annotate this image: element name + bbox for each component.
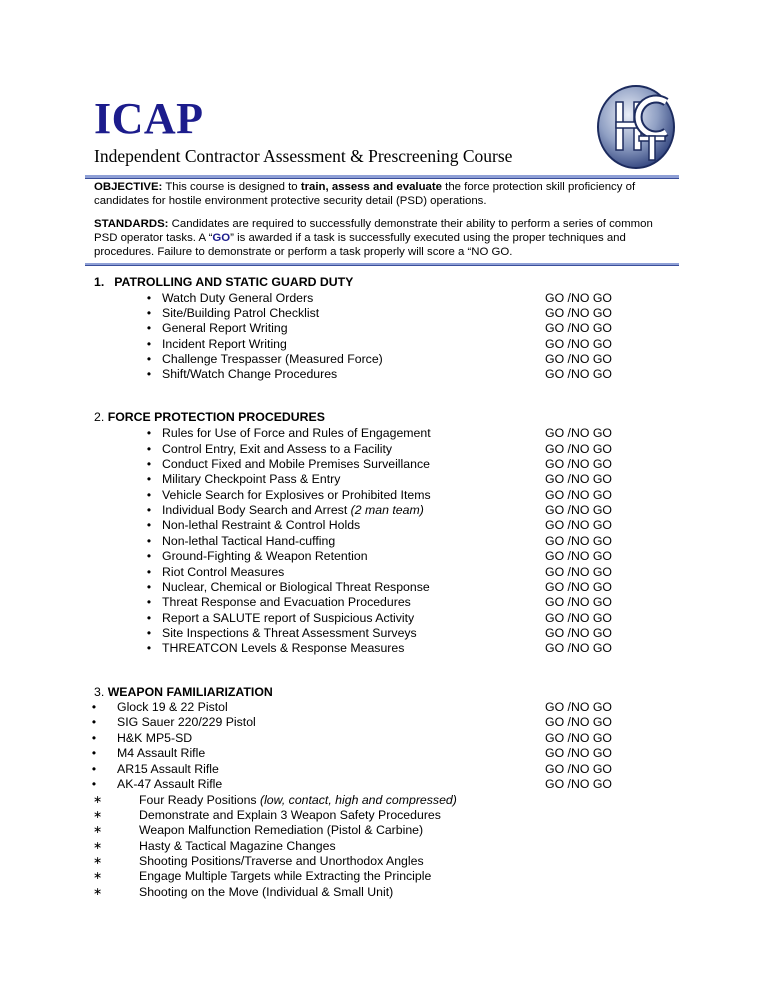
score-label: GO /NO GO <box>545 367 612 381</box>
section-3-number: 3. <box>94 685 105 699</box>
list-item: Shift/Watch Change Procedures <box>162 367 338 381</box>
bullet-icon: • <box>91 746 97 760</box>
bullet-icon: • <box>146 641 152 655</box>
list-item: H&K MP5-SD <box>117 731 193 745</box>
score-label: GO /NO GO <box>545 472 612 486</box>
score-label: GO /NO GO <box>545 641 612 655</box>
list-item: Vehicle Search for Explosives or Prohibited Items <box>162 488 431 502</box>
section-1-number: 1. <box>94 275 105 289</box>
list-item: Incident Report Writing <box>162 337 287 351</box>
sub-list-item: Shooting Positions/Traverse and Unorthodox Angles <box>139 854 424 868</box>
asterisk-bullet-icon: ∗ <box>93 840 103 852</box>
score-label: GO /NO GO <box>545 457 612 471</box>
list-item: AK-47 Assault Rifle <box>117 777 223 791</box>
bullet-icon: • <box>146 626 152 640</box>
page-subtitle: Independent Contractor Assessment & Prescreening Course <box>94 146 513 166</box>
hct-logo-icon <box>596 84 680 170</box>
score-label: GO /NO GO <box>545 611 612 625</box>
list-item: SIG Sauer 220/229 Pistol <box>117 715 256 729</box>
bullet-icon: • <box>146 518 152 532</box>
list-item: Non-lethal Tactical Hand-cuffing <box>162 534 336 548</box>
section-3-heading <box>94 685 273 700</box>
score-label: GO /NO GO <box>545 731 612 745</box>
asterisk-bullet-icon: ∗ <box>93 794 103 806</box>
list-item: Ground-Fighting & Weapon Retention <box>162 549 368 563</box>
score-label: GO /NO GO <box>545 488 612 502</box>
sub-list-item: Weapon Malfunction Remediation (Pistol & Carbine) <box>139 823 424 837</box>
bullet-icon: • <box>146 503 152 517</box>
sub-list-item: Hasty & Tactical Magazine Changes <box>139 839 336 853</box>
score-label: GO /NO GO <box>545 291 612 305</box>
bullet-icon: • <box>146 426 152 440</box>
hct-logo <box>596 84 680 170</box>
bullet-icon: • <box>146 549 152 563</box>
score-label: GO /NO GO <box>545 700 612 714</box>
section-3-title: WEAPON FAMILIARIZATION <box>107 685 273 699</box>
list-item: General Report Writing <box>162 321 288 335</box>
score-label: GO /NO GO <box>545 518 612 532</box>
standards-label: STANDARDS: <box>94 218 169 230</box>
score-label: GO /NO GO <box>545 352 612 366</box>
list-item: Military Checkpoint Pass & Entry <box>162 472 341 486</box>
sub-list-item: Engage Multiple Targets while Extracting the Principle <box>139 869 432 883</box>
asterisk-bullet-icon: ∗ <box>93 855 103 867</box>
list-item: Non-lethal Restraint & Control Holds <box>162 518 361 532</box>
list-item: Watch Duty General Orders <box>162 291 314 305</box>
sub-list-item: Four Ready Positions (low, contact, high and compressed) <box>139 793 457 807</box>
score-label: GO /NO GO <box>545 306 612 320</box>
bullet-icon: • <box>146 321 152 335</box>
objective-label: OBJECTIVE: <box>94 181 163 193</box>
asterisk-bullet-icon: ∗ <box>93 809 103 821</box>
score-label: GO /NO GO <box>545 746 612 760</box>
bullet-icon: • <box>146 291 152 305</box>
objective-paragraph <box>94 180 664 208</box>
standards-text-b: ” is awarded if a task is successfully executed using the proper techniques and procedures. Failure to demonstrate or perform a task properly will score a “NO GO. <box>94 232 626 258</box>
sub-list-item: Shooting on the Move (Individual & Small Unit) <box>139 885 394 899</box>
bullet-icon: • <box>91 731 97 745</box>
asterisk-bullet-icon: ∗ <box>93 824 103 836</box>
list-item: Threat Response and Evacuation Procedures <box>162 595 411 609</box>
score-label: GO /NO GO <box>545 321 612 335</box>
bullet-icon: • <box>146 595 152 609</box>
score-label: GO /NO GO <box>545 534 612 548</box>
list-item: Nuclear, Chemical or Biological Threat Response <box>162 580 430 594</box>
bullet-icon: • <box>91 700 97 714</box>
score-label: GO /NO GO <box>545 595 612 609</box>
list-item: AR15 Assault Rifle <box>117 762 219 776</box>
section-1-title: PATROLLING AND STATIC GUARD DUTY <box>114 275 354 289</box>
standards-text-a: Candidates are required to successfully demonstrate their ability to perform a series of common PSD operator tasks. A “ <box>94 218 653 244</box>
bullet-icon: • <box>146 611 152 625</box>
bullet-icon: • <box>146 442 152 456</box>
objective-text-b: the force protection skill proficiency of candidates for hostile environment protective security detail (PSD) operations. <box>94 181 636 207</box>
objective-text-bold: train, assess and evaluate <box>300 181 443 193</box>
list-item: Site/Building Patrol Checklist <box>162 306 320 320</box>
score-label: GO /NO GO <box>545 626 612 640</box>
score-label: GO /NO GO <box>545 549 612 563</box>
list-item: M4 Assault Rifle <box>117 746 206 760</box>
score-label: GO /NO GO <box>545 777 612 791</box>
score-label: GO /NO GO <box>545 565 612 579</box>
standards-go-word: GO <box>212 232 231 244</box>
bullet-icon: • <box>146 565 152 579</box>
standards-rule <box>85 263 679 266</box>
list-item: Individual Body Search and Arrest (2 man team) <box>162 503 424 517</box>
asterisk-bullet-icon: ∗ <box>93 886 103 898</box>
section-2-heading <box>94 410 325 425</box>
page-title: ICAP <box>94 94 204 143</box>
bullet-icon: • <box>146 457 152 471</box>
list-item: Control Entry, Exit and Assess to a Facility <box>162 442 393 456</box>
score-label: GO /NO GO <box>545 762 612 776</box>
score-label: GO /NO GO <box>545 426 612 440</box>
bullet-icon: • <box>146 534 152 548</box>
score-label: GO /NO GO <box>545 442 612 456</box>
list-item: Conduct Fixed and Mobile Premises Surveillance <box>162 457 430 471</box>
score-label: GO /NO GO <box>545 580 612 594</box>
bullet-icon: • <box>146 306 152 320</box>
score-label: GO /NO GO <box>545 503 612 517</box>
bullet-icon: • <box>146 472 152 486</box>
bullet-icon: • <box>91 777 97 791</box>
list-item: Rules for Use of Force and Rules of Engagement <box>162 426 431 440</box>
section-2-title: FORCE PROTECTION PROCEDURES <box>107 410 325 424</box>
section-2-number: 2. <box>94 410 105 424</box>
list-item: Report a SALUTE report of Suspicious Activity <box>162 611 415 625</box>
sub-list-item: Demonstrate and Explain 3 Weapon Safety Procedures <box>139 808 441 822</box>
bullet-icon: • <box>146 352 152 366</box>
standards-paragraph <box>94 217 664 259</box>
bullet-icon: • <box>146 337 152 351</box>
list-item: Glock 19 & 22 Pistol <box>117 700 228 714</box>
score-label: GO /NO GO <box>545 715 612 729</box>
list-item: THREATCON Levels & Response Measures <box>162 641 405 655</box>
list-item: Challenge Trespasser (Measured Force) <box>162 352 383 366</box>
score-label: GO /NO GO <box>545 337 612 351</box>
asterisk-bullet-icon: ∗ <box>93 870 103 882</box>
bullet-icon: • <box>91 715 97 729</box>
bullet-icon: • <box>146 580 152 594</box>
section-1-heading <box>94 275 353 290</box>
bullet-icon: • <box>146 488 152 502</box>
header-rule <box>85 175 679 179</box>
bullet-icon: • <box>146 367 152 381</box>
list-item: Site Inspections & Threat Assessment Surveys <box>162 626 417 640</box>
bullet-icon: • <box>91 762 97 776</box>
objective-text-a: This course is designed to <box>162 181 301 193</box>
list-item: Riot Control Measures <box>162 565 285 579</box>
